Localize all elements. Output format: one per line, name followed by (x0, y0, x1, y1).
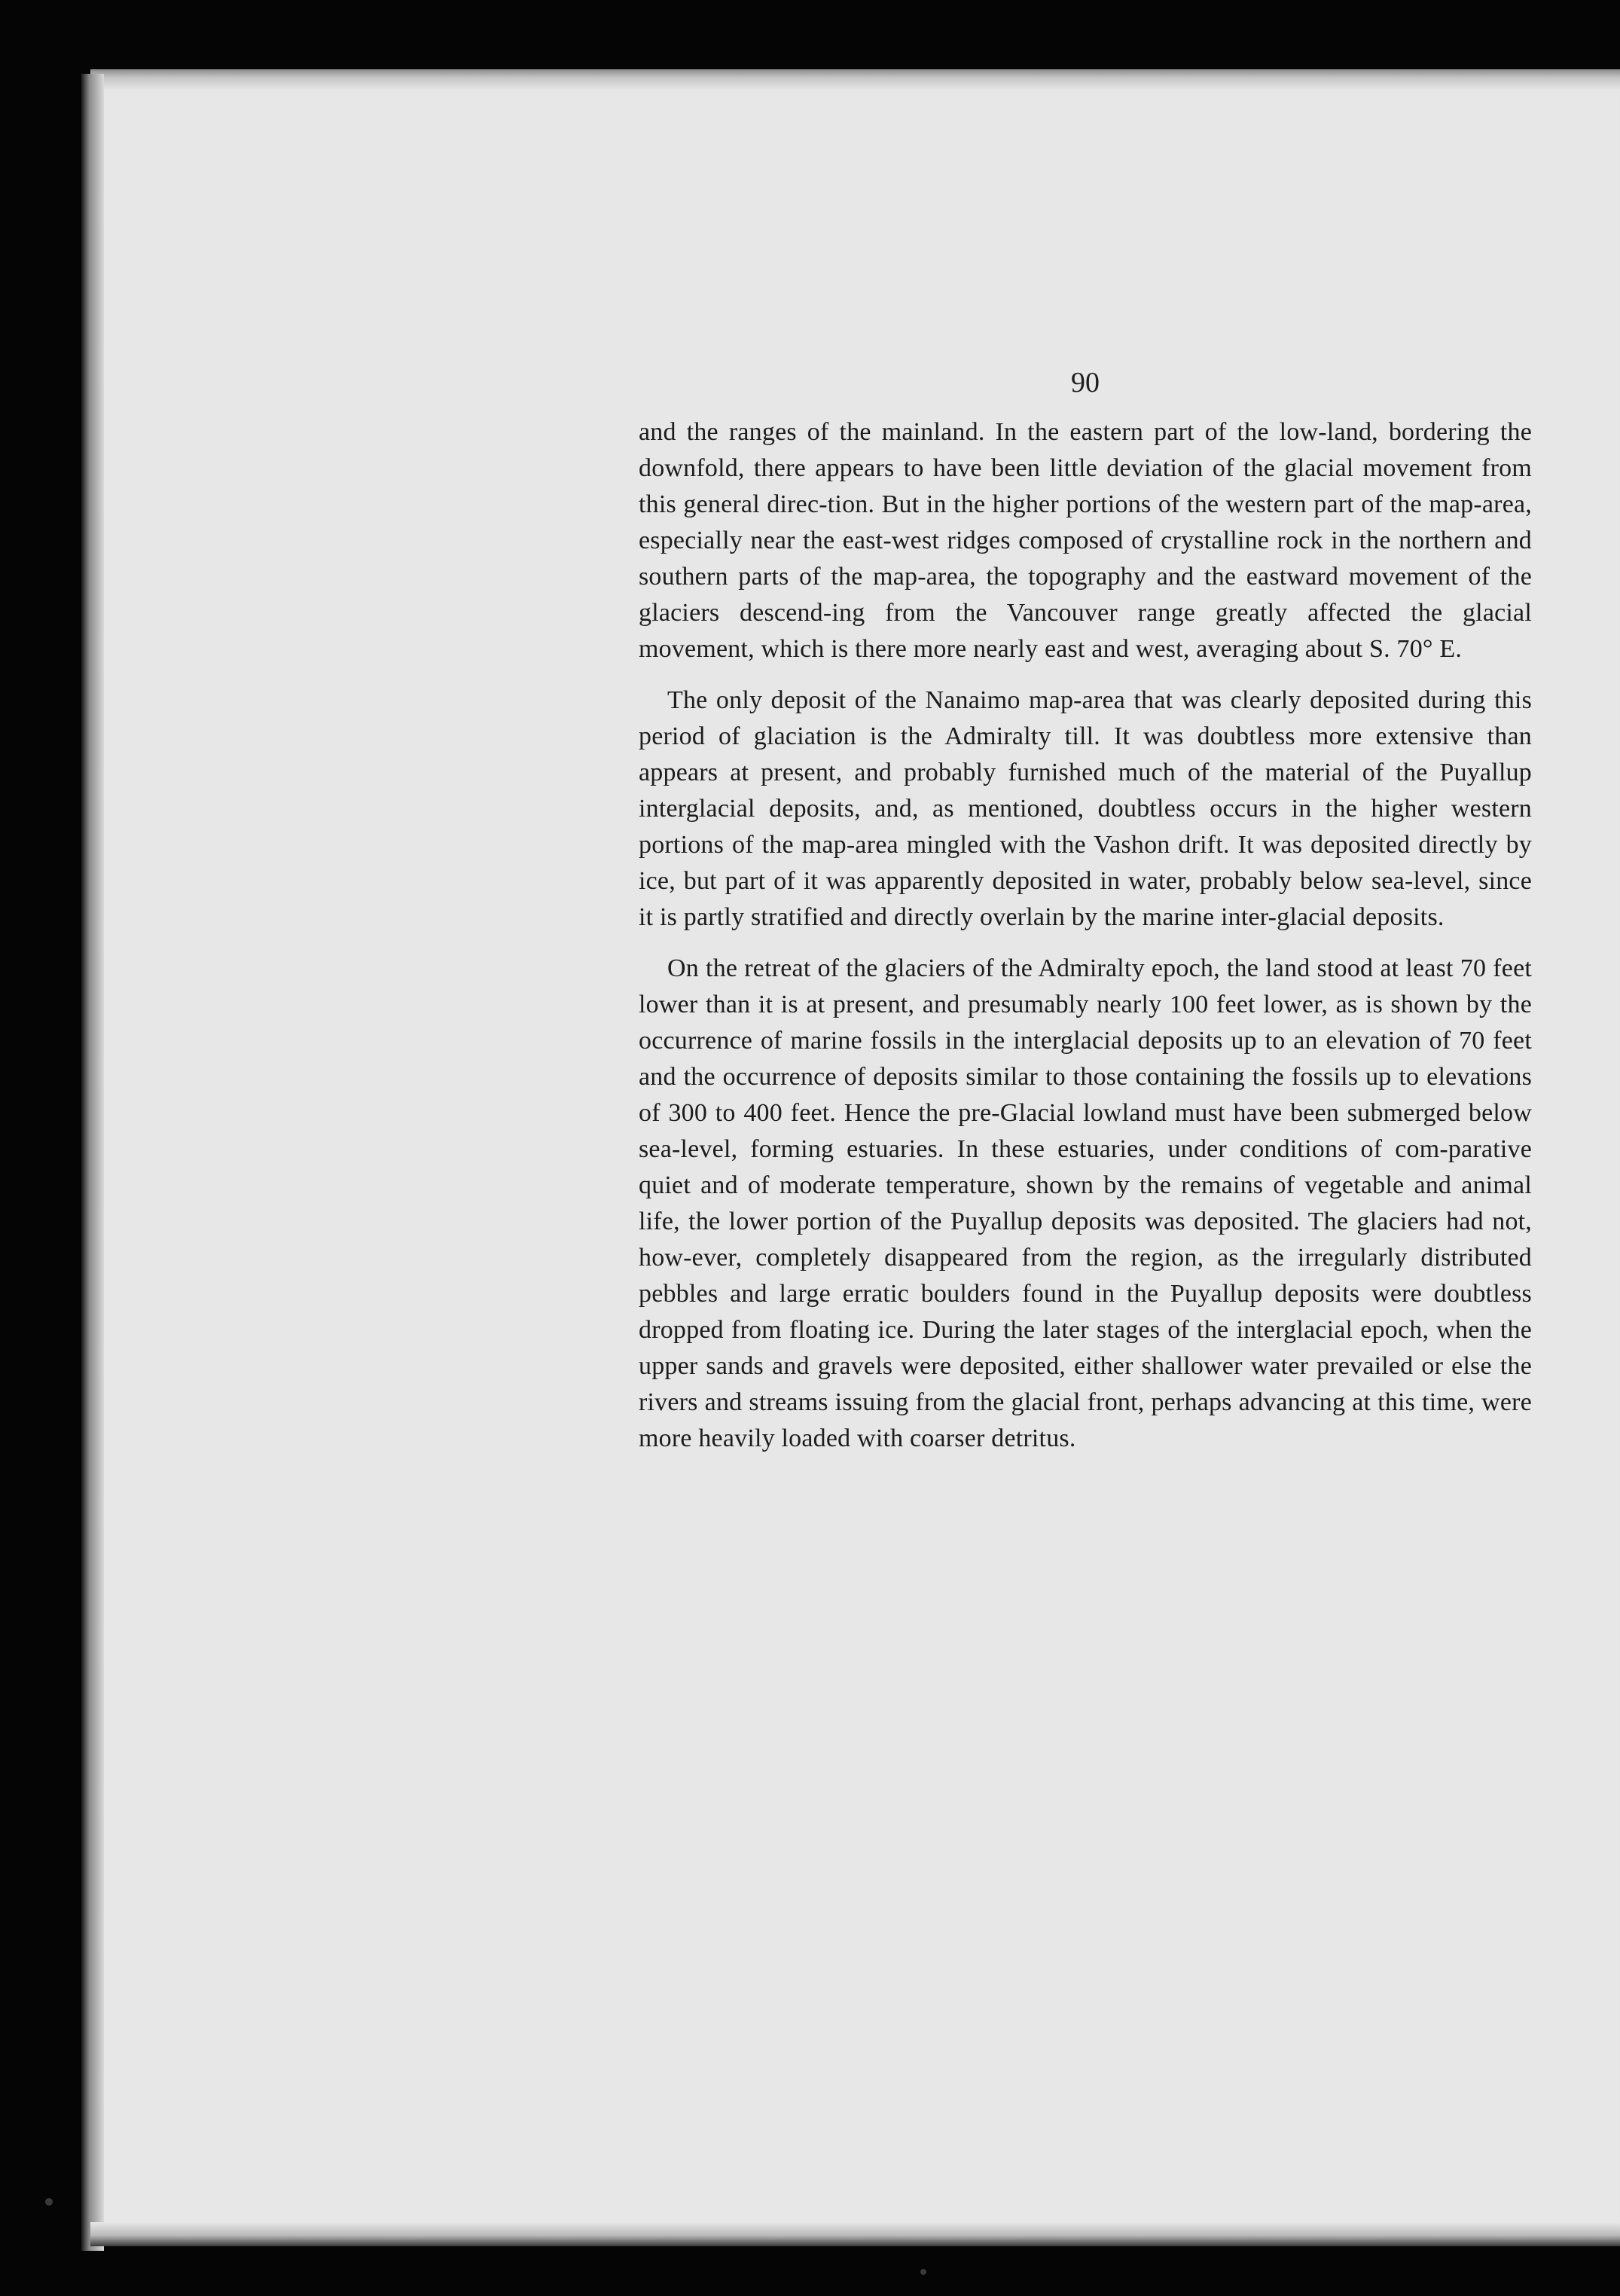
paragraph-2: The only deposit of the Nanaimo map-area that was clearly deposited during this period of glaciation is the Admiralty till. It was doubtless more extensive than appears at present, and probably furnished much of the material of the Puyallup interglacial deposits, and, as mentioned, doubtless occurs in the higher western portions of the map-area mingled with the Vashon drift. It was deposited directly by ice, but part of it was apparently deposited in water, probably below sea-level, since it is partly stratified and directly overlain by the marine inter-glacial deposits. (639, 686, 1532, 931)
page-number: 90 (1071, 367, 1100, 398)
page-top-edge (90, 69, 1620, 90)
page-left-edge (81, 74, 104, 2251)
paragraph-3: On the retreat of the glaciers of the Admiralty epoch, the land stood at least 70 feet lower than it is at present, and presumably nearly 100 feet lower, as is shown by the occurrence of marine fossils in the interglacial deposits up to an elevation of 70 feet and the occurrence of deposits similar to those containing the fossils up to elevations of 300 to 400 feet. Hence the pre-Glacial lowland must have been submerged below sea-level, forming estuaries. In these estuaries, under conditions of com-parative quiet and of moderate temperature, shown by the remains of vegetable and animal life, the lower portion of the Puyallup deposits was deposited. The glaciers had not, how-ever, completely disappeared from the region, as the irregularly distributed pebbles and large erratic boulders found in the Puyallup deposits were doubtless dropped from floating ice. During the later stages of the interglacial epoch, when the upper sands and gravels were deposited, either shallower water prevailed or else the rivers and streams issuing from the glacial front, perhaps advancing at this time, were more heavily loaded with coarser detritus. (639, 954, 1532, 1452)
scan-speck (45, 2198, 53, 2206)
scan-speck (920, 2269, 926, 2275)
page-bottom-edge (90, 2222, 1620, 2246)
page-content (639, 360, 1532, 1472)
paragraph-1: and the ranges of the mainland. In the eastern part of the low-land, bordering the downfold, there appears to have been little deviation of the glacial movement from this general direc-tion. But in the higher portions of the western part of the map-area, especially near the east-west ridges composed of crystalline rock in the northern and southern parts of the map-area, the topography and the eastward movement of the glaciers descend-ing from the Vancouver range greatly affected the glacial movement, which is there more nearly east and west, averaging about S. 70° E. (639, 418, 1532, 663)
